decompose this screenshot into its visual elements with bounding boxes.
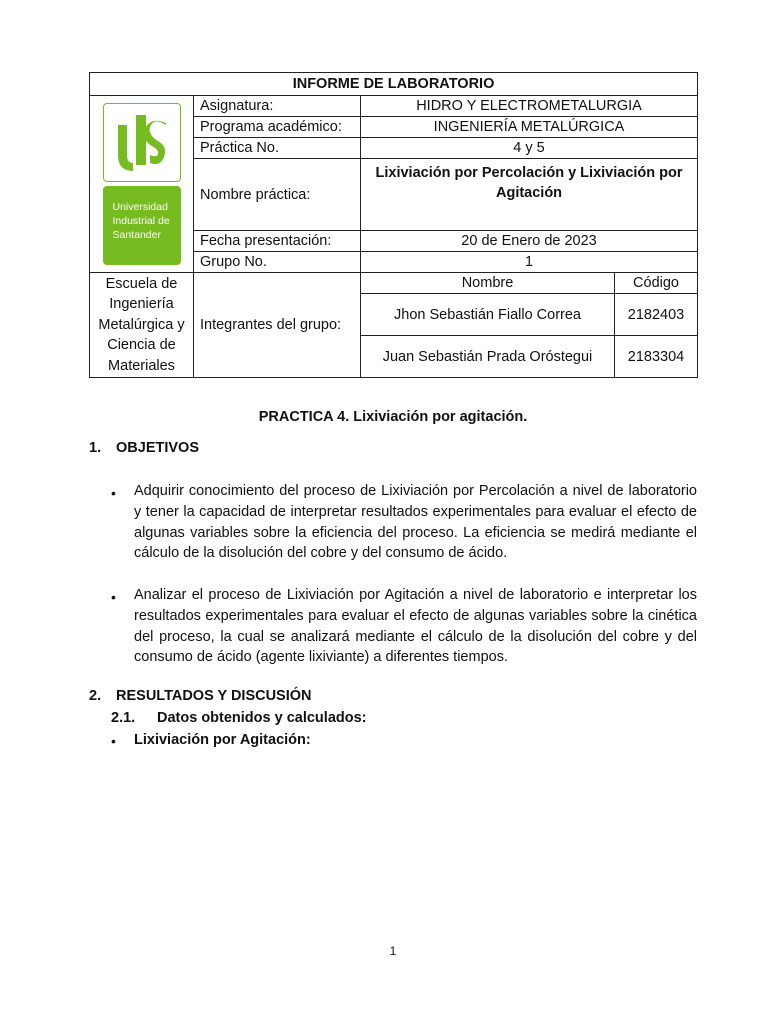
member-name: Jhon Sebastián Fiallo Correa [361,294,615,336]
row-value: INGENIERÍA METALÚRGICA [361,117,698,138]
practice-name-value: Lixiviación por Percolación y Lixiviación por Agitación [361,159,698,231]
logo-name-line: Santander [112,229,161,241]
bullet-heading: Lixiviación por Agitación: [134,732,311,748]
row-label: Programa académico: [194,117,361,138]
bullet-icon: • [111,733,116,749]
bullet-icon: • [111,589,116,605]
subsection-heading [111,710,367,726]
member-code: 2183304 [615,336,698,378]
row-label: Grupo No. [194,252,361,273]
subsection-number: 2.1. [111,710,136,726]
report-title: INFORME DE LABORATORIO [90,73,698,96]
practice-title: PRACTICA 4. Lixiviación por agitación. [258,409,528,425]
member-code: 2182403 [615,294,698,336]
page-number: 1 [389,944,397,958]
row-value: 1 [361,252,698,273]
objective-paragraph: Analizar el proceso de Lixiviación por Agitación a nivel de laboratorio e interpretar los resultados experimentales para evaluar el efecto de algunas variables sobre la cinética del proceso, la cual se analizará mediante el cálculo de la disolución del cobre y del consumo de ácido (agente lixiviante) a diferentes tiempos. [134,587,697,666]
school-name: Escuela de Ingeniería Metalúrgica y Ciencia de Materiales [90,273,194,378]
objective-paragraph: Adquirir conocimiento del proceso de Lixiviación por Percolación a nivel de laboratorio y tener la capacidad de interpretar resultados experimentales para evaluar el efecto de algunas variables sobre la eficiencia del proceso. La eficiencia se medirá mediante el cálculo de la disolución del cobre y del consumo de ácido. [134,483,697,562]
row-value: 4 y 5 [361,138,698,159]
member-name: Juan Sebastián Prada Oróstegui [361,336,615,378]
row-value: HIDRO Y ELECTROMETALURGIA [361,96,698,117]
logo-name-line: Universidad [112,201,168,213]
subsection-title: Datos obtenidos y calculados: [157,710,367,726]
bullet-icon: • [111,485,116,501]
members-header-code: Código [615,273,698,294]
members-header-name: Nombre [361,273,615,294]
row-label: Asignatura: [194,96,361,117]
row-label: Fecha presentación: [194,231,361,252]
row-label: Práctica No. [194,138,361,159]
section-heading-results [89,688,312,704]
uis-mark-graphic [112,111,172,175]
row-value: 20 de Enero de 2023 [361,231,698,252]
report-header-table [89,72,698,378]
section-title: RESULTADOS Y DISCUSIÓN [116,688,312,704]
uis-mark-icon [103,103,181,182]
logo-name-line: Industrial de [112,215,170,227]
section-title: OBJETIVOS [116,440,199,456]
members-label: Integrantes del grupo: [194,273,361,378]
logo-cell [90,96,194,273]
university-name-block [103,186,181,265]
section-heading-objectives [89,440,199,456]
row-label: Nombre práctica: [194,159,361,231]
university-logo [103,103,181,265]
section-number: 1. [89,440,102,456]
section-number: 2. [89,688,102,704]
